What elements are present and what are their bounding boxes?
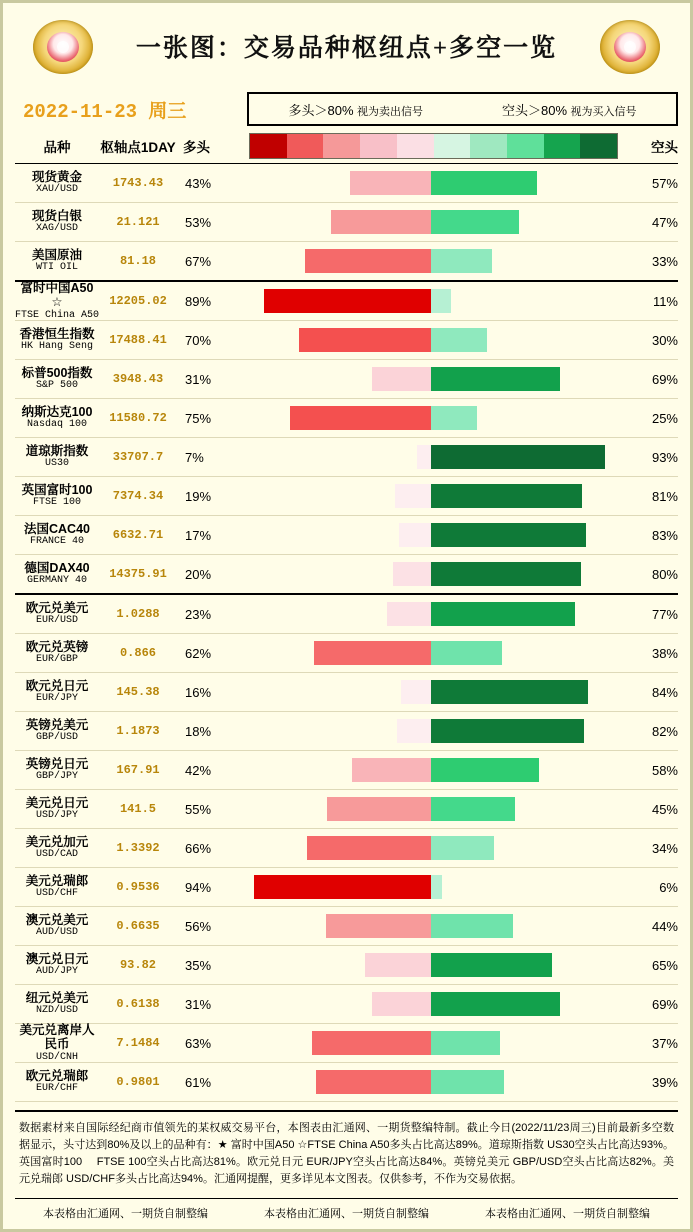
bull-bar (299, 328, 430, 352)
instrument-name-en: FRANCE 40 (29, 536, 84, 548)
instrument-name-cn: 欧元兑英镑 (25, 640, 89, 655)
instrument-name-cn: 澳元兑美元 (25, 913, 89, 928)
instrument-name-en: EUR/GBP (35, 654, 78, 666)
col-pivot: 枢轴点1DAY (100, 140, 176, 155)
pivot-value: 1743.43 (112, 176, 164, 190)
instrument-name-en: AUD/JPY (35, 966, 78, 978)
footer-credit-3: 本表格由汇通网、一期货自制整编 (485, 1208, 650, 1221)
instrument-name-en: HK Hang Seng (20, 341, 93, 353)
instrument-name-cn: 标普500指数 (21, 366, 93, 381)
bear-percent: 6% (659, 879, 678, 895)
bear-bar (431, 992, 560, 1016)
bear-bar (431, 953, 553, 977)
bull-bear-bar (243, 328, 618, 352)
bull-bear-bar (243, 836, 618, 860)
bull-percent: 67% (185, 253, 212, 269)
bull-percent: 23% (185, 606, 212, 622)
instrument-name-en: USD/CNH (35, 1051, 78, 1063)
scale-swatch (544, 134, 581, 158)
bull-bar (350, 171, 431, 195)
bear-bar (431, 680, 589, 704)
bull-bear-bar (243, 523, 618, 547)
bull-bar (395, 484, 431, 508)
instrument-name (15, 757, 99, 783)
bear-bar (431, 523, 587, 547)
bull-percent: 42% (185, 762, 212, 778)
bull-percent: 31% (185, 371, 212, 387)
instrument-name-cn: 澳元兑日元 (25, 952, 89, 967)
bull-percent: 94% (185, 879, 212, 895)
bull-bear-bar (243, 992, 618, 1016)
table-row (15, 712, 678, 751)
footer-credit-2: 本表格由汇通网、一期货自制整编 (264, 1208, 429, 1221)
bull-bear-bar (243, 171, 618, 195)
table-row (15, 634, 678, 673)
bull-bar (401, 680, 431, 704)
bear-bar (431, 445, 605, 469)
bear-percent: 82% (651, 723, 678, 739)
legend-sell (249, 100, 463, 119)
table-row (15, 595, 678, 634)
bull-bar (399, 523, 431, 547)
instrument-name-en: S&P 500 (35, 380, 78, 392)
pivot-value: 0.9536 (116, 880, 160, 894)
bull-bar (327, 797, 430, 821)
bull-percent: 55% (185, 801, 212, 817)
bear-percent: 58% (651, 762, 678, 778)
instrument-name (15, 874, 99, 900)
instrument-name-en: Nasdaq 100 (26, 419, 87, 431)
bull-percent: 19% (185, 488, 212, 504)
bull-percent: 20% (185, 566, 212, 582)
scale-swatch (287, 134, 324, 158)
scale-swatch (507, 134, 544, 158)
bull-bar (290, 406, 431, 430)
bull-bar (264, 289, 431, 313)
pivot-value: 1.3392 (116, 841, 160, 855)
bull-percent: 56% (185, 918, 212, 934)
scale-swatch (397, 134, 434, 158)
pivot-value: 1.0288 (116, 607, 160, 621)
table-row (15, 321, 678, 360)
hk-emblem-icon (600, 20, 660, 74)
bull-percent: 62% (185, 645, 212, 661)
bull-bear-bar (243, 719, 618, 743)
instrument-name-cn: 道琼斯指数 (25, 444, 89, 459)
instrument-name-cn: 美国原油 (31, 248, 82, 263)
bear-percent: 69% (651, 996, 678, 1012)
pivot-value: 81.18 (119, 254, 156, 268)
instrument-name-en: US30 (44, 458, 69, 470)
bull-bear-bar (243, 289, 618, 313)
table-row (15, 555, 678, 595)
scale-swatch (434, 134, 471, 158)
bull-percent: 16% (185, 684, 212, 700)
bear-bar (431, 875, 442, 899)
pivot-value: 21.121 (116, 215, 160, 229)
instrument-name (15, 952, 99, 978)
bull-percent: 63% (185, 1035, 212, 1051)
bull-bear-bar (243, 406, 618, 430)
bull-bar (372, 367, 430, 391)
instrument-name-cn: 法国CAC40 (24, 522, 90, 537)
scale-swatch (360, 134, 397, 158)
instrument-name-cn: 现货白银 (31, 209, 82, 224)
bull-bar (352, 758, 431, 782)
bear-bar (431, 758, 540, 782)
bull-bear-bar (243, 210, 618, 234)
instrument-name-en: EUR/JPY (35, 693, 78, 705)
table-row (15, 203, 678, 242)
bear-percent: 77% (651, 606, 678, 622)
scale-swatch (323, 134, 360, 158)
bull-percent: 18% (185, 723, 212, 739)
instrument-name (15, 679, 99, 705)
instrument-name (15, 366, 99, 392)
bear-bar (431, 641, 502, 665)
legend-sell-note: 视为卖出信号 (357, 105, 423, 118)
instrument-name (15, 170, 99, 196)
bull-bar (393, 562, 431, 586)
instrument-name (15, 718, 99, 744)
instrument-name-cn: 英国富时100 (21, 483, 93, 498)
table-row (15, 907, 678, 946)
instrument-name-cn: 美元兑离岸人民币 (19, 1022, 95, 1052)
bear-bar (431, 914, 514, 938)
pivot-value: 0.6635 (116, 919, 160, 933)
instrument-name-cn: 德国DAX40 (24, 561, 90, 576)
bear-bar (431, 249, 493, 273)
bear-bar (431, 367, 560, 391)
bull-bar (312, 1031, 430, 1055)
pivot-value: 1.1873 (116, 724, 160, 738)
bull-bear-bar (243, 953, 618, 977)
bull-bear-bar (243, 562, 618, 586)
instrument-name-en: GBP/JPY (35, 771, 78, 783)
table-row (15, 282, 678, 321)
bear-bar (431, 719, 585, 743)
bear-percent: 44% (651, 918, 678, 934)
instrument-name-en: USD/CHF (35, 888, 78, 900)
table-row (15, 477, 678, 516)
table-row (15, 673, 678, 712)
instrument-name-cn: 英镑兑日元 (25, 757, 89, 772)
scale-swatch (580, 134, 617, 158)
bear-percent: 45% (651, 801, 678, 817)
instrument-name-en: AUD/USD (35, 927, 78, 939)
instrument-name-en: GERMANY 40 (26, 575, 87, 587)
instrument-name-cn: 富时中国A50 ☆ (20, 280, 94, 310)
bear-percent: 57% (651, 175, 678, 191)
instrument-name-en: XAU/USD (35, 184, 78, 196)
legend-buy-label: 空头＞80% (501, 102, 568, 118)
bull-bear-bar (243, 602, 618, 626)
bear-percent: 34% (651, 840, 678, 856)
instrument-name-cn: 欧元兑日元 (25, 679, 89, 694)
bull-bear-bar (243, 680, 618, 704)
instrument-name (15, 913, 99, 939)
legend-buy-note: 视为买入信号 (570, 105, 637, 118)
table-row (15, 1024, 678, 1063)
table-row (15, 242, 678, 282)
legend-box (247, 92, 678, 126)
instrument-name-cn: 美元兑日元 (25, 796, 89, 811)
bull-bear-bar (243, 797, 618, 821)
bear-percent: 39% (651, 1074, 678, 1090)
pivot-value: 7374.34 (112, 489, 164, 503)
bull-bar (397, 719, 431, 743)
bear-percent: 47% (651, 214, 678, 230)
bull-bear-bar (243, 445, 618, 469)
pivot-value: 17488.41 (109, 333, 167, 347)
instrument-name (15, 1023, 99, 1063)
bull-bar (305, 249, 431, 273)
legend-buy (463, 100, 677, 119)
bull-percent: 66% (185, 840, 212, 856)
table-row (15, 751, 678, 790)
instrument-name-cn: 现货黄金 (31, 170, 82, 185)
instrument-rows (3, 164, 690, 1102)
bull-bear-bar (243, 875, 618, 899)
bull-bar (254, 875, 430, 899)
pivot-value: 93.82 (119, 958, 156, 972)
instrument-name-cn: 纽元兑美元 (25, 991, 89, 1006)
bear-bar (431, 484, 583, 508)
instrument-name (15, 209, 99, 235)
bear-percent: 83% (651, 527, 678, 543)
instrument-name (15, 281, 99, 321)
instrument-name (15, 796, 99, 822)
instrument-name (15, 327, 99, 353)
bull-bar (372, 992, 430, 1016)
bull-percent: 31% (185, 996, 212, 1012)
bear-bar (431, 562, 581, 586)
pivot-value: 7.1484 (116, 1036, 160, 1050)
pivot-value: 167.91 (116, 763, 160, 777)
instrument-name (15, 835, 99, 861)
bear-bar (431, 602, 575, 626)
pivot-value: 0.866 (119, 646, 156, 660)
table-row (15, 946, 678, 985)
bull-bar (387, 602, 430, 626)
instrument-name (15, 991, 99, 1017)
instrument-name-en: WTI OIL (35, 262, 78, 274)
table-row (15, 516, 678, 555)
instrument-name (15, 522, 99, 548)
bull-bear-bar (243, 367, 618, 391)
bull-bar (365, 953, 431, 977)
bull-percent: 89% (185, 293, 212, 309)
pivot-value: 0.6138 (116, 997, 160, 1011)
bear-percent: 33% (651, 253, 678, 269)
pivot-value: 3948.43 (112, 372, 164, 386)
bull-bar (417, 445, 430, 469)
instrument-name-cn: 香港恒生指数 (19, 327, 95, 342)
bear-bar (431, 406, 478, 430)
page-title: 一张图：交易品种枢纽点+多空一览 (135, 35, 558, 62)
instrument-name (15, 640, 99, 666)
instrument-name-en: USD/CAD (35, 849, 78, 861)
instrument-name-cn: 欧元兑瑞郎 (25, 1069, 89, 1084)
bull-percent: 17% (185, 527, 212, 543)
instrument-name-cn: 欧元兑美元 (25, 601, 89, 616)
bear-percent: 65% (651, 957, 678, 973)
bull-bear-bar (243, 758, 618, 782)
bull-percent: 7% (185, 449, 204, 465)
column-header (3, 129, 690, 163)
bear-bar (431, 1031, 500, 1055)
instrument-name-en: FTSE China A50 (15, 309, 100, 321)
pivot-value: 14375.91 (109, 567, 167, 581)
bear-percent: 11% (652, 293, 678, 309)
bear-percent: 93% (651, 449, 678, 465)
instrument-name (15, 444, 99, 470)
bear-bar (431, 797, 515, 821)
bear-bar (431, 328, 487, 352)
instrument-name-cn: 纳斯达克100 (21, 405, 93, 420)
bear-percent: 37% (651, 1035, 678, 1051)
bear-bar (431, 836, 495, 860)
instrument-name-en: FTSE 100 (32, 497, 81, 509)
bull-percent: 70% (185, 332, 212, 348)
instrument-name (15, 561, 99, 587)
bear-bar (431, 210, 519, 234)
table-row (15, 790, 678, 829)
instrument-name-en: NZD/USD (35, 1005, 78, 1017)
pivot-value: 33707.7 (112, 450, 164, 464)
instrument-name (15, 483, 99, 509)
table-row (15, 399, 678, 438)
bull-bear-bar (243, 914, 618, 938)
instrument-name (15, 1069, 99, 1095)
bull-bear-bar (243, 1070, 618, 1094)
bear-bar (431, 289, 452, 313)
footnote: 数据素材来自国际经纪商市值领先的某权威交易平台，本图表由汇通网、一期货整编特制。截止今日(2022/11/23周三)目前最新多空数据显示，头寸达到80%及以上的品种有：★ 富时中国A50 ☆FTSE China A50多头占比高达89%。道琼斯指数 US30空头占比高达93%。英国富时100 FTSE 100空头占比高达81%。欧元兑日元 EUR/JPY空头占比高达84%。英镑兑美元 GBP/USD空头占比高达82%。美元兑瑞郎 USD/CHF多头占比高达94%。汇通网提醒，更多详见本文图表。仅供参考，不作为交易依据。 (15, 1110, 678, 1192)
bull-percent: 53% (185, 214, 212, 230)
hk-emblem-icon (33, 20, 93, 74)
bull-bear-bar (243, 1031, 618, 1055)
bull-percent: 35% (185, 957, 212, 973)
col-bull: 多头 (183, 140, 210, 155)
page-header (3, 3, 690, 89)
bull-percent: 43% (185, 175, 212, 191)
instrument-name-cn: 英镑兑美元 (25, 718, 89, 733)
scale-swatch (250, 134, 287, 158)
bear-bar (431, 171, 538, 195)
col-bear: 空头 (651, 140, 678, 155)
bear-percent: 81% (651, 488, 678, 504)
pivot-value: 141.5 (119, 802, 156, 816)
instrument-name (15, 601, 99, 627)
bull-percent: 61% (185, 1074, 212, 1090)
color-scale (249, 133, 618, 159)
legend-sell-label: 多头＞80% (288, 102, 354, 118)
bull-bear-bar (243, 641, 618, 665)
instrument-name-en: EUR/CHF (35, 1083, 78, 1095)
table-row (15, 164, 678, 203)
instrument-name (15, 405, 99, 431)
bull-percent: 75% (185, 410, 212, 426)
table-row (15, 985, 678, 1024)
table-row (15, 438, 678, 477)
instrument-name-en: EUR/USD (35, 615, 78, 627)
bull-bear-bar (243, 249, 618, 273)
bull-bar (314, 641, 430, 665)
bear-percent: 80% (651, 566, 678, 582)
footer-bar (15, 1198, 678, 1221)
instrument-name (15, 248, 99, 274)
table-row (15, 360, 678, 399)
table-row (15, 868, 678, 907)
bear-percent: 25% (651, 410, 678, 426)
pivot-value: 0.9801 (116, 1075, 160, 1089)
table-row (15, 1063, 678, 1102)
col-name: 品种 (43, 140, 71, 155)
table-row (15, 829, 678, 868)
pivot-value: 145.38 (116, 685, 160, 699)
bear-percent: 69% (651, 371, 678, 387)
scale-swatch (470, 134, 507, 158)
bull-bar (307, 836, 431, 860)
bear-bar (431, 1070, 504, 1094)
bear-percent: 30% (651, 332, 678, 348)
pivot-value: 6632.71 (112, 528, 164, 542)
footer-credit-1: 本表格由汇通网、一期货自制整编 (43, 1208, 208, 1221)
date-label: 2022-11-23 周三 (23, 100, 187, 123)
instrument-name-en: XAG/USD (35, 223, 78, 235)
instrument-name-cn: 美元兑瑞郎 (25, 874, 89, 889)
pivot-value: 12205.02 (109, 294, 167, 308)
bull-bar (331, 210, 430, 234)
bull-bar (316, 1070, 430, 1094)
bull-bar (326, 914, 431, 938)
instrument-name-en: GBP/USD (35, 732, 78, 744)
bear-percent: 38% (651, 645, 678, 661)
instrument-name-en: USD/JPY (35, 810, 78, 822)
date-legend-row (3, 89, 690, 129)
pivot-value: 11580.72 (109, 411, 167, 425)
bull-bear-bar (243, 484, 618, 508)
instrument-name-cn: 美元兑加元 (25, 835, 89, 850)
bear-percent: 84% (651, 684, 678, 700)
